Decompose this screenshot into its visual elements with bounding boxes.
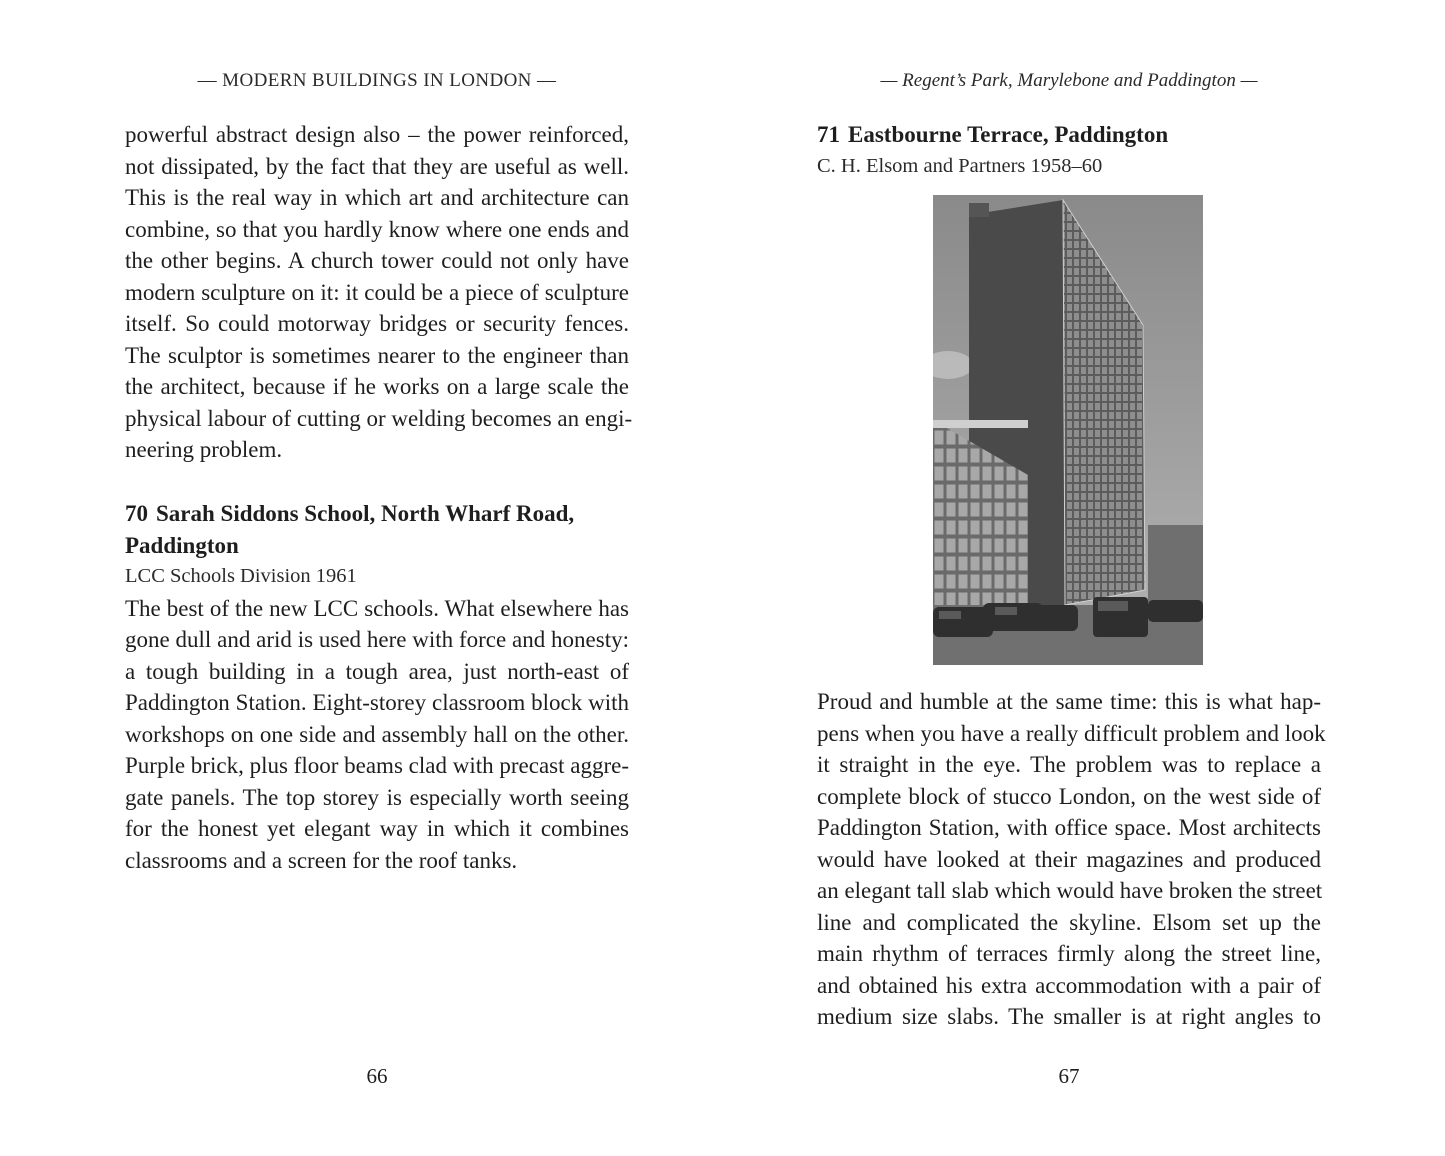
text-line: modern sculpture on it: it could be a piece of sculpture xyxy=(125,279,629,305)
text-line: classrooms and a screen for the roof tanks. xyxy=(125,847,518,873)
text-line: neering problem. xyxy=(125,437,283,462)
running-head-right: — Regent’s Park, Marylebone and Paddington — xyxy=(880,70,1258,91)
text-line: and obtained his extra accommodation with a pair of xyxy=(817,972,1321,998)
entry-71-header xyxy=(817,119,1321,182)
continued-paragraph xyxy=(125,119,633,466)
text-line: combine, so that you hardly know where one ends and xyxy=(125,216,629,242)
entry-title xyxy=(125,498,629,530)
text-line: a tough building in a tough area, just north-east of xyxy=(125,658,629,684)
text-line: line and complicated the skyline. Elsom set up the xyxy=(817,909,1321,935)
text-line: This is the real way in which art and architecture can xyxy=(125,185,629,210)
entry-credit: C. H. Elsom and Partners 1958–60 xyxy=(817,154,1103,177)
building-photo xyxy=(933,195,1203,665)
entry-number: 71 xyxy=(817,122,840,147)
text-line: Paddington Station. Eight-storey classroom block with xyxy=(125,690,629,715)
entry-title-text: Eastbourne Terrace, Paddington xyxy=(848,122,1169,147)
page-number-right: 67 xyxy=(1058,1064,1080,1088)
page-number-left: 66 xyxy=(366,1064,388,1088)
text-line: medium size slabs. The smaller is at right angles to xyxy=(817,1004,1321,1029)
text-line: physical labour of cutting or welding becomes an engi- xyxy=(125,405,633,431)
text-line: gone dull and arid is used here with force and honesty: xyxy=(125,627,629,652)
text-line: Paddington Station, with office space. Most architects xyxy=(817,815,1321,840)
text-line: gate panels. The top storey is especially worth seeing xyxy=(125,784,629,810)
text-line: pens when you have a really difficult problem and look xyxy=(817,720,1326,746)
text-line: would have looked at their magazines and produced xyxy=(817,846,1321,872)
entry-title-line2: Paddington xyxy=(125,532,239,558)
text-line: main rhythm of terraces firmly along the street line, xyxy=(817,941,1321,966)
entry-credit: LCC Schools Division 1961 xyxy=(125,565,357,587)
left-page xyxy=(125,0,633,1156)
text-line: Purple brick, plus floor beams clad with precast aggre- xyxy=(125,753,629,778)
text-line: the architect, because if he works on a large scale the xyxy=(125,374,629,399)
entry-title-line1: Sarah Siddons School, North Wharf Road, xyxy=(156,501,575,526)
entry-number: 70 xyxy=(125,501,148,526)
text-line: The sculptor is sometimes nearer to the engineer than xyxy=(125,342,629,368)
text-line: workshops on one side and assembly hall on the other. xyxy=(125,721,629,747)
text-line: powerful abstract design also – the power reinforced, xyxy=(125,122,629,147)
text-line: it straight in the eye. The problem was to replace a xyxy=(817,752,1321,777)
text-line: itself. So could motorway bridges or security fences. xyxy=(125,311,629,336)
right-page xyxy=(817,0,1326,1156)
text-line: for the honest yet elegant way in which it combines xyxy=(125,816,629,841)
entry-70 xyxy=(125,498,629,876)
text-line: an elegant tall slab which would have broken the street xyxy=(817,878,1323,903)
running-head-left: — MODERN BUILDINGS IN LONDON — xyxy=(197,70,557,91)
text-line: not dissipated, by the fact that they are useful as well. xyxy=(125,153,629,179)
entry-title xyxy=(817,119,1321,151)
text-line: The best of the new LCC schools. What elsewhere has xyxy=(125,595,629,621)
text-line: complete block of stucco London, on the west side of xyxy=(817,783,1321,809)
text-line: the other begins. A church tower could not only have xyxy=(125,248,629,273)
text-line: Proud and humble at the same time: this is what hap- xyxy=(817,689,1321,714)
entry-71-body xyxy=(817,686,1326,1033)
